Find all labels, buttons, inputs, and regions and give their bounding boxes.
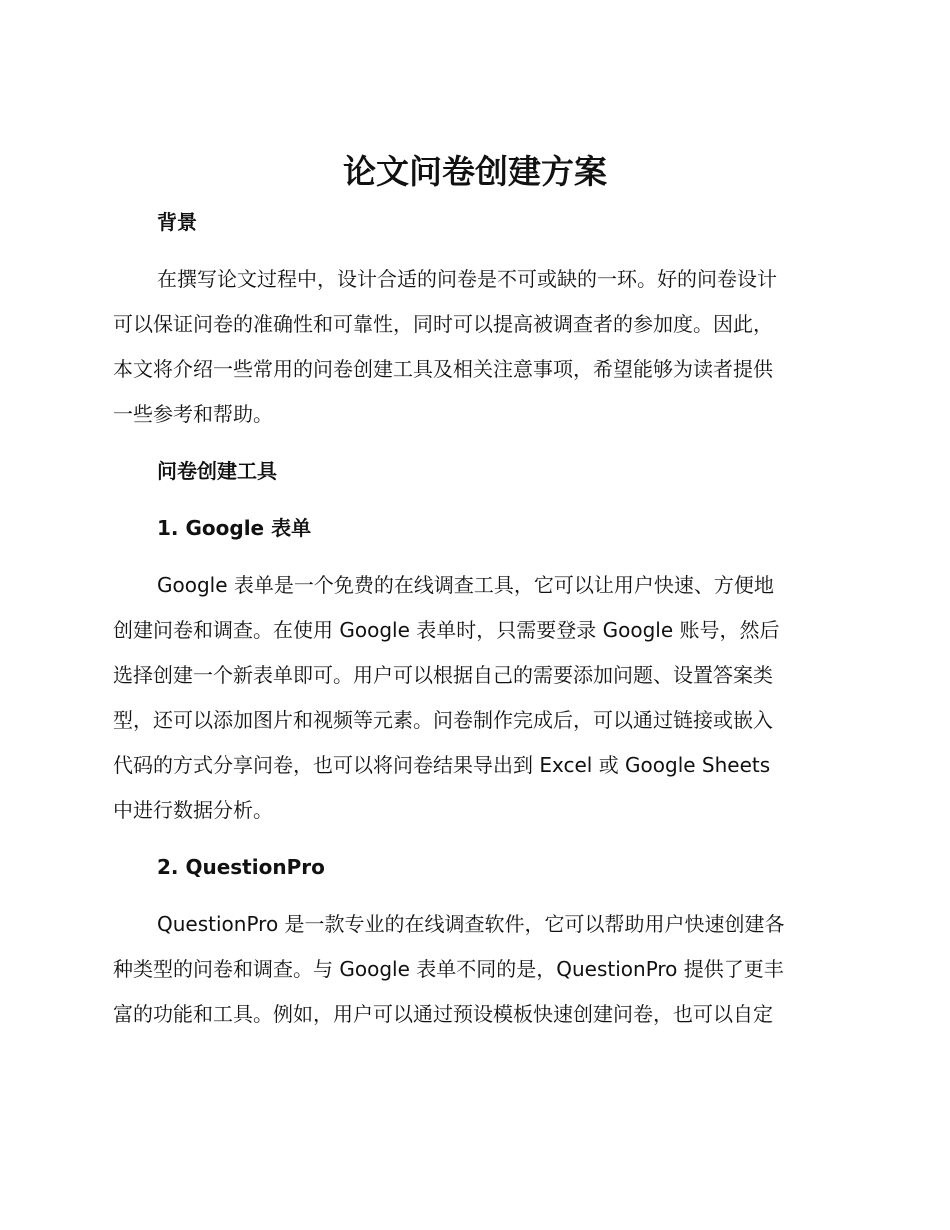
paragraph-line: 中进行数据分析。	[113, 798, 273, 822]
paragraph-line: 型，还可以添加图片和视频等元素。问卷制作完成后，可以通过链接或嵌入	[113, 708, 773, 732]
paragraph-line: 选择创建一个新表单即可。用户可以根据自己的需要添加问题、设置答案类	[113, 663, 773, 687]
paragraph-background	[113, 257, 843, 437]
paragraph-line: 富的功能和工具。例如，用户可以通过预设模板快速创建问卷，也可以自定	[113, 1002, 773, 1026]
paragraph-line: 种类型的问卷和调查。与 Google 表单不同的是，QuestionPro 提供了更丰	[113, 957, 784, 981]
paragraph-line: 本文将介绍一些常用的问卷创建工具及相关注意事项，希望能够为读者提供	[113, 357, 773, 381]
paragraph-google-forms	[113, 563, 843, 833]
document-title: 论文问卷创建方案	[343, 152, 607, 191]
paragraph-line: 代码的方式分享问卷，也可以将问卷结果导出到 Excel 或 Google Sheets	[113, 753, 771, 777]
paragraph-line: 创建问卷和调查。在使用 Google 表单时，只需要登录 Google 账号，然后	[113, 618, 780, 642]
section-heading-google-forms: 1. Google 表单	[157, 516, 312, 540]
section-heading-questionpro: 2. QuestionPro	[157, 855, 325, 879]
paragraph-line: QuestionPro 是一款专业的在线调查软件，它可以帮助用户快速创建各	[157, 912, 785, 936]
section-heading-tools: 问卷创建工具	[157, 459, 277, 483]
paragraph-line: 一些参考和帮助。	[113, 402, 273, 426]
paragraph-line: Google 表单是一个免费的在线调查工具，它可以让用户快速、方便地	[157, 573, 774, 597]
paragraph-line: 可以保证问卷的准确性和可靠性，同时可以提高被调查者的参加度。因此，	[113, 312, 773, 336]
paragraph-questionpro	[113, 902, 843, 1037]
paragraph-line: 在撰写论文过程中，设计合适的问卷是不可或缺的一环。好的问卷设计	[157, 267, 777, 291]
section-heading-background: 背景	[157, 210, 197, 234]
